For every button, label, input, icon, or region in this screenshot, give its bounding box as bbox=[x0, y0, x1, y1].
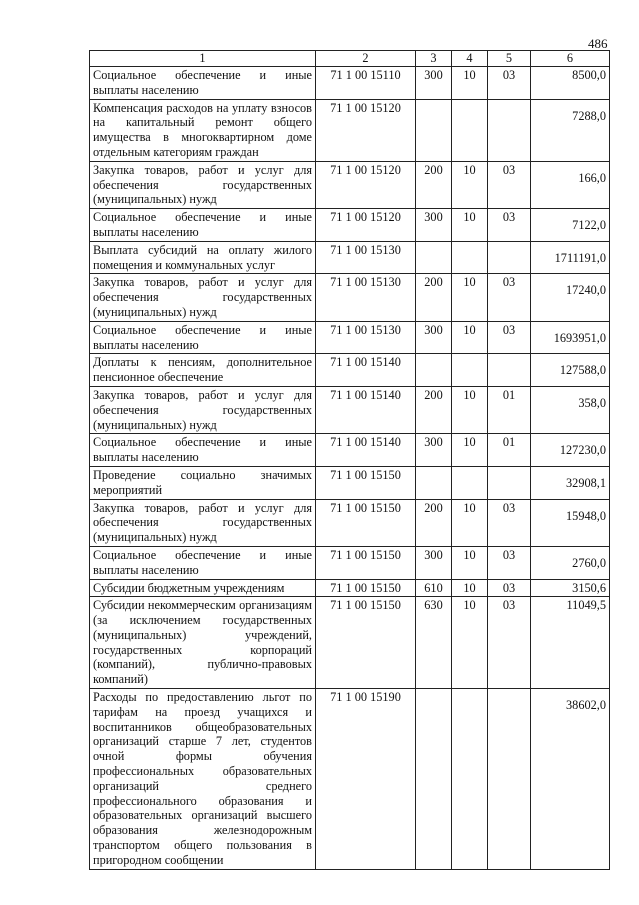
row-amount-cell bbox=[531, 354, 610, 387]
row-amount-cell bbox=[531, 209, 610, 242]
page-number: 486 bbox=[588, 36, 608, 51]
row-code-cell: 71 1 00 15110 bbox=[316, 67, 416, 100]
row-name-cell: Закупка товаров, работ и услуг для обеспечения государственных (муниципальных) нужд bbox=[90, 161, 316, 208]
row-amount-cell bbox=[531, 161, 610, 208]
row-name-cell: Субсидии некоммерческим организациям (за исключением государственных (муниципальных) учреждений, государственных корпораций (компаний), публично-правовых компаний) bbox=[90, 597, 316, 689]
row-subsection-cell: 03 bbox=[488, 499, 531, 546]
row-subsection-cell: 03 bbox=[488, 67, 531, 100]
row-expense-type-cell bbox=[416, 241, 452, 274]
table-row bbox=[90, 546, 610, 579]
row-code-cell: 71 1 00 15140 bbox=[316, 354, 416, 387]
row-section-cell: 10 bbox=[452, 579, 488, 597]
table-row bbox=[90, 354, 610, 387]
row-expense-type-cell: 630 bbox=[416, 597, 452, 689]
row-expense-type-cell: 300 bbox=[416, 434, 452, 467]
row-expense-type-cell: 300 bbox=[416, 321, 452, 354]
row-expense-type-cell bbox=[416, 354, 452, 387]
row-expense-type-cell: 300 bbox=[416, 209, 452, 242]
row-subsection-cell bbox=[488, 466, 531, 499]
table-row bbox=[90, 434, 610, 467]
row-section-cell bbox=[452, 689, 488, 870]
column-header: 2 bbox=[316, 51, 416, 67]
row-section-cell: 10 bbox=[452, 546, 488, 579]
row-name-cell: Субсидии бюджетным учреждениям bbox=[90, 579, 316, 597]
row-amount-cell bbox=[531, 99, 610, 161]
row-subsection-cell bbox=[488, 354, 531, 387]
row-section-cell bbox=[452, 241, 488, 274]
row-amount-value: 15948,0 bbox=[566, 508, 606, 523]
row-subsection-cell bbox=[488, 689, 531, 870]
row-subsection-cell: 03 bbox=[488, 274, 531, 321]
row-amount-cell bbox=[531, 241, 610, 274]
row-expense-type-cell: 610 bbox=[416, 579, 452, 597]
row-name-cell: Компенсация расходов на уплату взносов на капитальный ремонт общего имущества в многоквартирном доме отдельным категориям граждан bbox=[90, 99, 316, 161]
budget-table bbox=[89, 50, 610, 870]
row-amount-value: 11049,5 bbox=[566, 598, 606, 613]
row-name-cell: Социальное обеспечение и иные выплаты населению bbox=[90, 67, 316, 100]
row-amount-value: 2760,0 bbox=[572, 555, 606, 570]
row-amount-value: 1711191,0 bbox=[554, 250, 606, 265]
row-expense-type-cell: 300 bbox=[416, 546, 452, 579]
row-section-cell: 10 bbox=[452, 209, 488, 242]
row-name-cell: Социальное обеспечение и иные выплаты населению bbox=[90, 434, 316, 467]
row-amount-cell bbox=[531, 689, 610, 870]
row-amount-value: 38602,0 bbox=[566, 698, 606, 713]
row-name-cell: Социальное обеспечение и иные выплаты населению bbox=[90, 546, 316, 579]
row-amount-cell bbox=[531, 466, 610, 499]
row-code-cell: 71 1 00 15120 bbox=[316, 161, 416, 208]
row-code-cell: 71 1 00 15150 bbox=[316, 546, 416, 579]
row-amount-cell bbox=[531, 386, 610, 433]
row-code-cell: 71 1 00 15130 bbox=[316, 274, 416, 321]
row-amount-cell bbox=[531, 579, 610, 597]
row-expense-type-cell: 200 bbox=[416, 499, 452, 546]
row-amount-value: 32908,1 bbox=[566, 475, 606, 490]
row-amount-cell bbox=[531, 321, 610, 354]
row-subsection-cell: 03 bbox=[488, 321, 531, 354]
row-amount-cell bbox=[531, 434, 610, 467]
table-row bbox=[90, 321, 610, 354]
row-expense-type-cell: 200 bbox=[416, 274, 452, 321]
row-amount-cell bbox=[531, 546, 610, 579]
row-expense-type-cell: 300 bbox=[416, 67, 452, 100]
row-amount-value: 3150,6 bbox=[572, 580, 606, 595]
column-header: 4 bbox=[452, 51, 488, 67]
row-code-cell: 71 1 00 15150 bbox=[316, 499, 416, 546]
row-amount-cell bbox=[531, 499, 610, 546]
row-code-cell: 71 1 00 15130 bbox=[316, 241, 416, 274]
row-name-cell: Закупка товаров, работ и услуг для обеспечения государственных (муниципальных) нужд bbox=[90, 499, 316, 546]
row-section-cell: 10 bbox=[452, 499, 488, 546]
row-name-cell: Расходы по предоставлению льгот по тарифам на проезд учащихся и воспитанников общеобразовательных организаций старше 7 лет, студентов очной формы обучения профессиональных образовательных организаций среднего профессионального образования и образовательных организаций высшего образования железнодорожным транспортом общего пользования в пригородном сообщении bbox=[90, 689, 316, 870]
table-row bbox=[90, 99, 610, 161]
row-amount-value: 127230,0 bbox=[559, 443, 606, 458]
row-expense-type-cell bbox=[416, 689, 452, 870]
row-subsection-cell: 03 bbox=[488, 579, 531, 597]
row-amount-value: 17240,0 bbox=[566, 283, 606, 298]
row-name-cell: Закупка товаров, работ и услуг для обеспечения государственных (муниципальных) нужд bbox=[90, 274, 316, 321]
row-subsection-cell: 03 bbox=[488, 209, 531, 242]
row-amount-value: 127588,0 bbox=[559, 363, 606, 378]
row-section-cell: 10 bbox=[452, 386, 488, 433]
row-subsection-cell: 03 bbox=[488, 597, 531, 689]
table-row bbox=[90, 499, 610, 546]
row-expense-type-cell: 200 bbox=[416, 386, 452, 433]
row-code-cell: 71 1 00 15120 bbox=[316, 209, 416, 242]
row-name-cell: Социальное обеспечение и иные выплаты населению bbox=[90, 321, 316, 354]
row-code-cell: 71 1 00 15140 bbox=[316, 434, 416, 467]
table-row bbox=[90, 466, 610, 499]
row-section-cell bbox=[452, 466, 488, 499]
row-amount-value: 7288,0 bbox=[572, 108, 606, 123]
row-expense-type-cell bbox=[416, 99, 452, 161]
row-subsection-cell: 01 bbox=[488, 434, 531, 467]
column-header: 3 bbox=[416, 51, 452, 67]
row-code-cell: 71 1 00 15140 bbox=[316, 386, 416, 433]
row-amount-value: 1693951,0 bbox=[553, 330, 606, 345]
row-name-cell: Закупка товаров, работ и услуг для обеспечения государственных (муниципальных) нужд bbox=[90, 386, 316, 433]
column-header: 1 bbox=[90, 51, 316, 67]
row-code-cell: 71 1 00 15150 bbox=[316, 466, 416, 499]
table-row bbox=[90, 209, 610, 242]
row-section-cell: 10 bbox=[452, 274, 488, 321]
row-section-cell bbox=[452, 354, 488, 387]
table-row bbox=[90, 161, 610, 208]
row-subsection-cell bbox=[488, 99, 531, 161]
row-name-cell: Выплата субсидий на оплату жилого помещения и коммунальных услуг bbox=[90, 241, 316, 274]
row-section-cell: 10 bbox=[452, 67, 488, 100]
table-row bbox=[90, 579, 610, 597]
row-code-cell: 71 1 00 15190 bbox=[316, 689, 416, 870]
column-header: 6 bbox=[531, 51, 610, 67]
row-code-cell: 71 1 00 15150 bbox=[316, 597, 416, 689]
column-number-row bbox=[90, 51, 610, 67]
row-amount-value: 166,0 bbox=[578, 170, 606, 185]
table-row bbox=[90, 67, 610, 100]
row-expense-type-cell bbox=[416, 466, 452, 499]
table-row bbox=[90, 274, 610, 321]
row-amount-cell bbox=[531, 67, 610, 100]
row-name-cell: Проведение социально значимых мероприятий bbox=[90, 466, 316, 499]
row-subsection-cell bbox=[488, 241, 531, 274]
row-subsection-cell: 01 bbox=[488, 386, 531, 433]
table-row bbox=[90, 689, 610, 870]
row-expense-type-cell: 200 bbox=[416, 161, 452, 208]
row-section-cell: 10 bbox=[452, 434, 488, 467]
row-amount-cell bbox=[531, 274, 610, 321]
row-code-cell: 71 1 00 15150 bbox=[316, 579, 416, 597]
row-subsection-cell: 03 bbox=[488, 161, 531, 208]
column-header: 5 bbox=[488, 51, 531, 67]
row-section-cell: 10 bbox=[452, 321, 488, 354]
row-code-cell: 71 1 00 15130 bbox=[316, 321, 416, 354]
row-name-cell: Социальное обеспечение и иные выплаты населению bbox=[90, 209, 316, 242]
table-row bbox=[90, 241, 610, 274]
table-row bbox=[90, 597, 610, 689]
row-amount-cell bbox=[531, 597, 610, 689]
row-amount-value: 7122,0 bbox=[572, 218, 606, 233]
row-section-cell: 10 bbox=[452, 597, 488, 689]
row-amount-value: 8500,0 bbox=[572, 68, 606, 82]
row-subsection-cell: 03 bbox=[488, 546, 531, 579]
row-section-cell bbox=[452, 99, 488, 161]
table-row bbox=[90, 386, 610, 433]
row-code-cell: 71 1 00 15120 bbox=[316, 99, 416, 161]
row-name-cell: Доплаты к пенсиям, дополнительное пенсионное обеспечение bbox=[90, 354, 316, 387]
row-section-cell: 10 bbox=[452, 161, 488, 208]
row-amount-value: 358,0 bbox=[578, 395, 606, 410]
